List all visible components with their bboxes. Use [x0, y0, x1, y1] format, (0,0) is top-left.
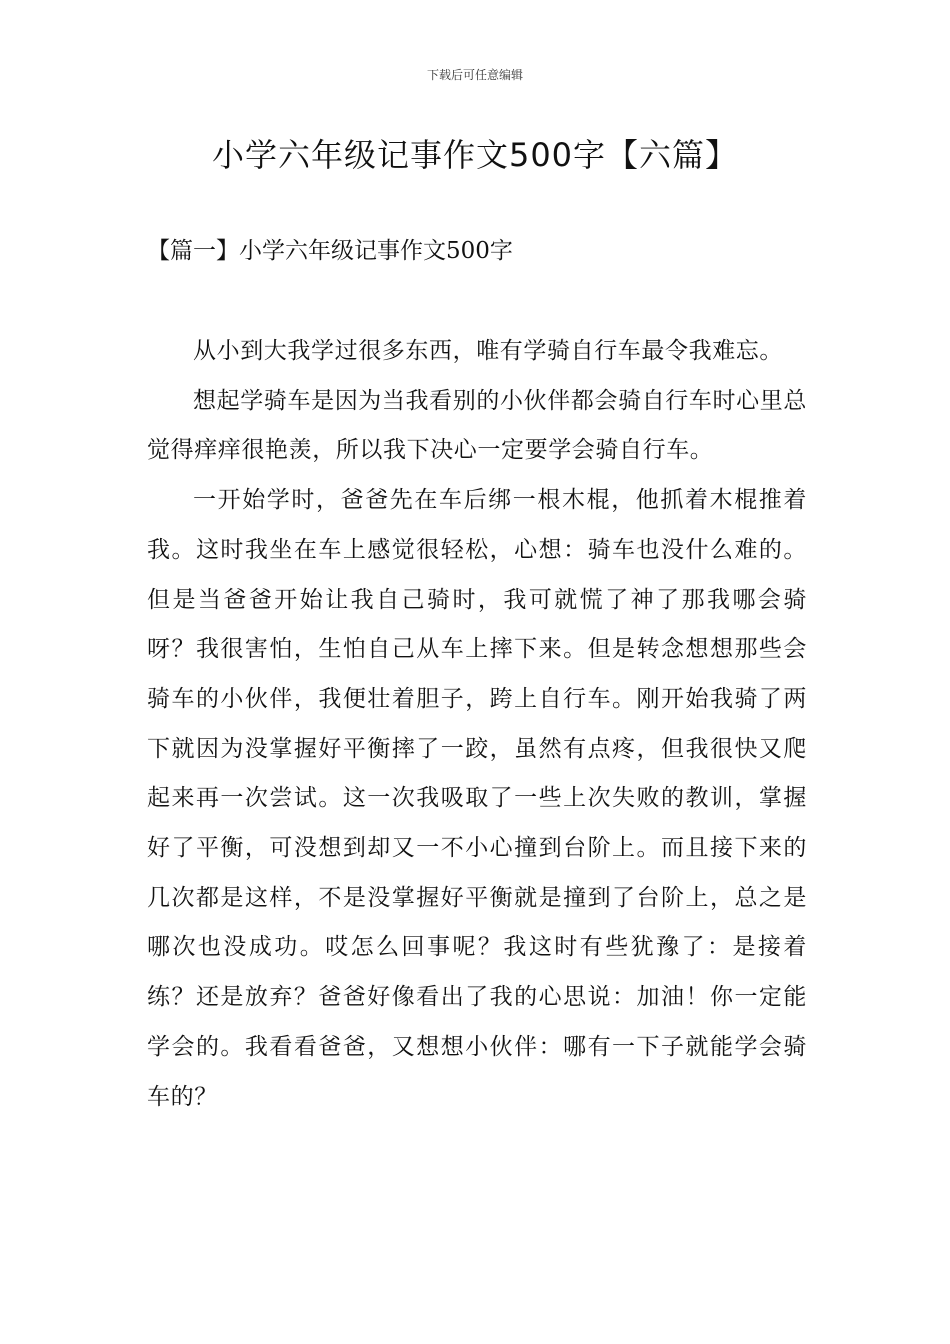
essay-body	[147, 327, 807, 1122]
paragraph: 想起学骑车是因为当我看别的小伙伴都会骑自行车时心里总觉得痒痒很艳羡，所以我下决心一定要学会骑自行车。	[147, 387, 807, 464]
document-title: 小学六年级记事作文500字【六篇】	[211, 136, 739, 174]
section-heading: 【篇一】小学六年级记事作文500字	[147, 238, 513, 264]
header-note: 下载后可任意编辑	[426, 68, 523, 82]
paragraph: 一开始学时，爸爸先在车后绑一根木棍，他抓着木棍推着我。这时我坐在车上感觉很轻松，心想：骑车也没什么难的。但是当爸爸开始让我自己骑时，我可就慌了神了那我哪会骑呀？我很害怕，生怕自己从车上摔下来。但是转念想想那些会骑车的小伙伴，我便壮着胆子，跨上自行车。刚开始我骑了两下就因为没掌握好平衡摔了一跤，虽然有点疼，但我很快又爬起来再一次尝试。这一次我吸取了一些上次失败的教训，掌握好了平衡，可没想到却又一不小心撞到台阶上。而且接下来的几次都是这样，不是没掌握好平衡就是撞到了台阶上，总之是哪次也没成功。哎怎么回事呢？我这时有些犹豫了：是接着练？还是放弃？爸爸好像看出了我的心思说：加油！你一定能学会的。我看看爸爸，又想想小伙伴：哪有一下子就能学会骑车的？	[147, 487, 807, 1110]
paragraph: 从小到大我学过很多东西，唯有学骑自行车最令我难忘。	[193, 338, 783, 364]
